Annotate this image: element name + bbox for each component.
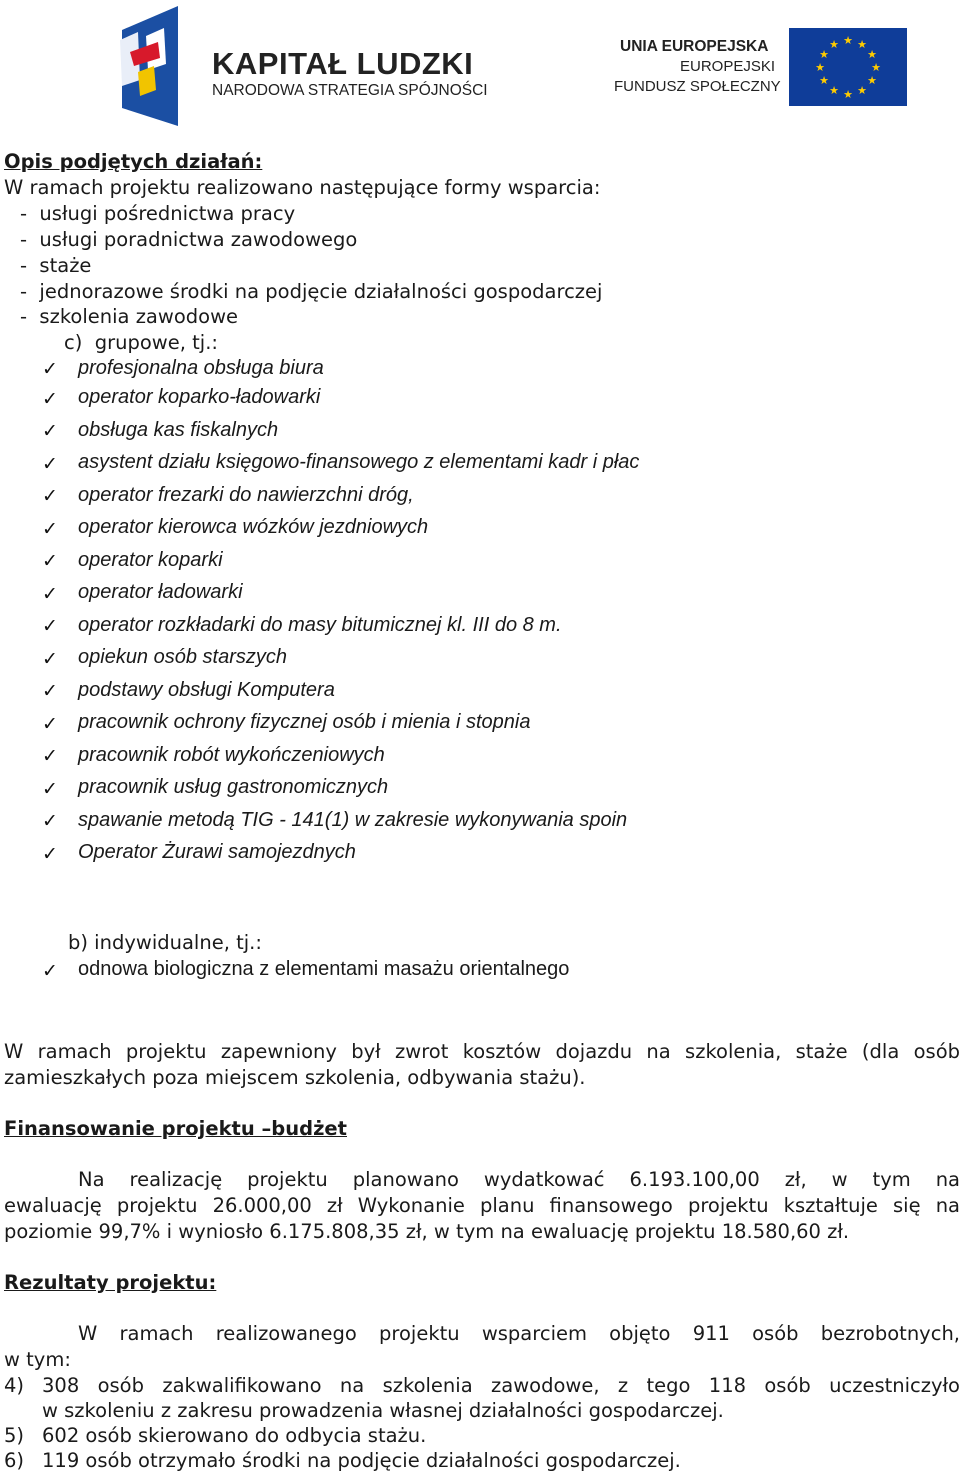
results-text-line2: w tym:	[4, 1348, 71, 1371]
individual-courses-label: b) indywidualne, tj.:	[68, 931, 262, 954]
svg-text:★: ★	[819, 74, 829, 87]
checkmark-icon: ✓	[42, 745, 58, 767]
checkmark-icon: ✓	[42, 713, 58, 735]
section-heading-results: Rezultaty projektu:	[4, 1271, 217, 1294]
list-item: obsługa kas fiskalnych	[78, 419, 279, 441]
list-item: operator frezarki do nawierzchni dróg,	[78, 484, 414, 506]
checkmark-icon: ✓	[42, 778, 58, 800]
svg-text:★: ★	[857, 38, 867, 51]
list-item: podstawy obsługi Komputera	[78, 679, 335, 701]
list-item: pracownik robót wykończeniowych	[78, 744, 385, 766]
checkmark-icon: ✓	[42, 960, 58, 982]
logo-subtitle: NARODOWA STRATEGIA SPÓJNOŚCI	[212, 82, 488, 99]
logo-title: KAPITAŁ LUDZKI	[212, 46, 474, 81]
list-item: 119 osób otrzymało środki na podjęcie działalności gospodarczej.	[42, 1449, 681, 1472]
list-item: - staże	[20, 254, 92, 277]
funding-text-line2: ewaluację projektu 26.000,00 zł Wykonanie planu finansowego projektu kształtuje się na	[4, 1194, 960, 1217]
svg-text:★: ★	[867, 74, 877, 87]
funding-text-line3: poziomie 99,7% i wyniosło 6.175.808,35 zł, w tym na ewaluację projektu 18.580,60 zł.	[4, 1220, 850, 1243]
eu-logo-line3: FUNDUSZ SPOŁECZNY	[614, 78, 781, 95]
checkmark-icon: ✓	[42, 358, 58, 380]
checkmark-icon: ✓	[42, 550, 58, 572]
svg-text:★: ★	[843, 88, 853, 101]
list-item: operator kierowca wózków jezdniowych	[78, 516, 429, 538]
checkmark-icon: ✓	[42, 485, 58, 507]
svg-text:★: ★	[829, 84, 839, 97]
eu-logo-line2: EUROPEJSKI	[680, 58, 776, 75]
list-item: operator koparki	[78, 549, 223, 571]
list-item: - usługi poradnictwa zawodowego	[20, 228, 358, 251]
svg-text:★: ★	[867, 48, 877, 61]
svg-text:★: ★	[871, 61, 881, 74]
list-item: 308 osób zakwalifikowano na szkolenia zawodowe, z tego 118 osób uczestniczyło	[42, 1374, 960, 1397]
list-item: w szkoleniu z zakresu prowadzenia własnej działalności gospodarczej.	[42, 1399, 724, 1422]
list-item: operator ładowarki	[78, 581, 243, 603]
intro-text: W ramach projektu realizowano następujące formy wsparcia:	[4, 176, 601, 199]
checkmark-icon: ✓	[42, 518, 58, 540]
eu-logo-line1: UNIA EUROPEJSKA	[620, 38, 769, 55]
checkmark-icon: ✓	[42, 843, 58, 865]
list-item: pracownik usług gastronomicznych	[78, 776, 389, 798]
list-item: pracownik ochrony fizycznej osób i mienia i stopnia	[78, 711, 531, 733]
section-heading-funding: Finansowanie projektu –budżet	[4, 1117, 347, 1140]
checkmark-icon: ✓	[42, 420, 58, 442]
checkmark-icon: ✓	[42, 388, 58, 410]
travel-refund-text-line1: W ramach projektu zapewniony był zwrot kosztów dojazdu na szkolenia, staże (dla osób	[4, 1040, 960, 1063]
checkmark-icon: ✓	[42, 453, 58, 475]
checkmark-icon: ✓	[42, 615, 58, 637]
svg-text:★: ★	[843, 34, 853, 47]
list-item-number: 4)	[4, 1374, 25, 1397]
list-item: asystent działu księgowo-finansowego z elementami kadr i płac	[78, 451, 640, 473]
list-item: Operator Żurawi samojezdnych	[78, 841, 356, 863]
checkmark-icon: ✓	[42, 648, 58, 670]
eu-flag-icon	[789, 28, 907, 106]
list-item: - jednorazowe środki na podjęcie działalności gospodarczej	[20, 280, 603, 303]
travel-refund-text-line2: zamieszkałych poza miejscem szkolenia, odbywania stażu).	[4, 1066, 586, 1089]
svg-text:★: ★	[857, 84, 867, 97]
section-heading-description: Opis podjętych działań:	[4, 150, 263, 173]
list-item: profesjonalna obsługa biura	[78, 357, 324, 379]
list-item: odnowa biologiczna z elementami masażu orientalnego	[78, 958, 570, 980]
list-item: 602 osób skierowano do odbycia stażu.	[42, 1424, 427, 1447]
svg-text:★: ★	[829, 38, 839, 51]
list-item: spawanie metodą TIG - 141(1) w zakresie wykonywania spoin	[78, 809, 628, 831]
results-text-line1: W ramach realizowanego projektu wsparciem objęto 911 osób bezrobotnych,	[78, 1322, 960, 1345]
list-item: operator rozkładarki do masy bitumicznej kl. III do 8 m.	[78, 614, 562, 636]
group-courses-label: c) grupowe, tj.:	[64, 331, 218, 354]
checkmark-icon: ✓	[42, 810, 58, 832]
list-item-number: 5)	[4, 1424, 25, 1447]
list-item: operator koparko-ładowarki	[78, 386, 321, 408]
list-item: opiekun osób starszych	[78, 646, 288, 668]
svg-text:★: ★	[815, 61, 825, 74]
page-header	[0, 0, 960, 135]
checkmark-icon: ✓	[42, 583, 58, 605]
checkmark-icon: ✓	[42, 680, 58, 702]
list-item: - szkolenia zawodowe	[20, 305, 239, 328]
svg-text:★: ★	[819, 48, 829, 61]
list-item-number: 6)	[4, 1449, 25, 1472]
list-item: - usługi pośrednictwa pracy	[20, 202, 296, 225]
funding-text-line1: Na realizację projektu planowano wydatkować 6.193.100,00 zł, w tym na	[78, 1168, 960, 1191]
